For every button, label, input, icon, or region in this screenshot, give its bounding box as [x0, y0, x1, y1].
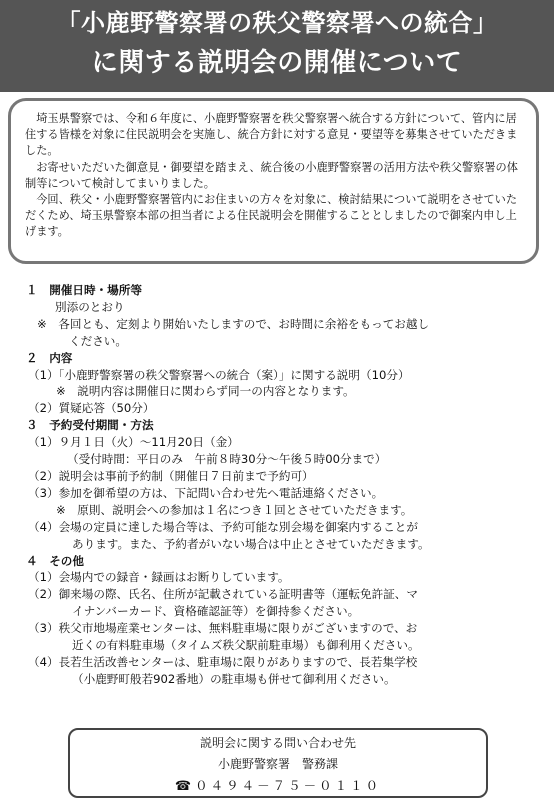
section-1-heading: １ 開催日時・場所等 [26, 283, 142, 297]
section-3-item-1: （1）９月１日（火）～11月20日（金） [28, 435, 239, 450]
title-line-1: 「小鹿野警察署の秩父警察署への統合」 [56, 9, 498, 37]
title-band [0, 0, 554, 92]
contact-department: 小鹿野警察署 警務課 [217, 757, 338, 771]
section-3-item-1-sub: （受付時間：平日のみ 午前８時30分～午後５時00分まで） [67, 452, 387, 467]
contact-phone-row [70, 775, 486, 797]
section-3-item-3: （3）参加を御希望の方は、下記問い合わせ先へ電話連絡ください。 [28, 485, 384, 500]
intro-paragraph-1: 埼玉県警察では、令和６年度に、小鹿野警察署を秩父警察署へ統合する方針について、管内に居住する皆様を対象に住民説明会を実施し、統合方針に対する意見・要望等を募集させていただきました。 [25, 112, 518, 158]
contact-label: 説明会に関する問い合わせ先 [199, 736, 356, 750]
intro-paragraph-2: お寄せいただいた御意見・御要望を踏まえ、統合後の小鹿野警察署の活用方法や秩父警察署の体制等について検討してまいりました。 [25, 160, 518, 190]
section-4-item-2-line-2: イナンバーカード、資格確認証等）を御持参ください。 [72, 604, 360, 619]
intro-box [8, 98, 539, 264]
section-4-item-2-line-1: （2）御来場の際、氏名、住所が記載されている証明書等（運転免許証、マ [28, 587, 418, 602]
title-line-2: に関する説明会の開催について [91, 48, 463, 78]
section-1-body: 別添のとおり [55, 299, 125, 314]
section-4-item-3-line-2: 近くの有料駐車場（タイムズ秩父駅前駐車場）も御利用ください。 [72, 638, 420, 653]
section-2-heading: ２ 内容 [26, 350, 73, 365]
content-sections [0, 282, 554, 688]
contact-phone-number[interactable]: ０４９４－７５－０１１０ [195, 778, 382, 793]
section-2-item-1: （1）「小鹿野警察署の秩父警察署への統合（案）」に関する説明（10分） [28, 367, 410, 382]
section-4-heading: ４ その他 [26, 553, 84, 568]
section-4-item-3-line-1: （3）秩父市地場産業センターは、無料駐車場に限りがございますので、お [28, 621, 418, 636]
section-3-item-4-line-1: （4）会場の定員に達した場合等は、予約可能な別会場を御案内することが [28, 519, 418, 534]
section-2-item-2: （2）質疑応答（50分） [28, 401, 155, 416]
section-4-item-4-line-2: （小鹿野町般若902番地）の駐車場も併せて御利用ください。 [72, 671, 396, 686]
intro-paragraph-3: 今回、秩父・小鹿野警察署管内にお住まいの方々を対象に、検討結果について説明をさせていただくため、埼玉県警察本部の担当者による住民説明会を開催することとしましたので御案内申し上げます。 [25, 193, 518, 239]
section-3-heading: ３ 予約受付期間・方法 [26, 418, 154, 433]
section-4-item-4-line-1: （4）長若生活改善センターは、駐車場に限りがありますので、長若集学校 [28, 654, 418, 669]
section-3-item-3-note: ※ 原則、説明会への参加は１名につき１回とさせていただきます。 [56, 502, 413, 517]
phone-icon: ☎ [174, 779, 192, 794]
section-2-item-1-note: ※ 説明内容は開催日に関わらず同一の内容となります。 [56, 384, 355, 399]
section-4-item-1: （1）会場内での録音・録画はお断りしています。 [28, 570, 290, 585]
contact-box [68, 728, 488, 798]
section-3-item-2: （2）説明会は事前予約制（開催日７日前まで予約可） [28, 468, 314, 483]
section-3-item-4-line-2: あります。また、予約者がいない場合は中止とさせていただきます。 [72, 536, 430, 551]
section-1-note-line-1: ※ 各回とも、定刻より開始いたしますので、お時間に余裕をもってお越し [37, 316, 430, 331]
section-1-note-line-2: ください。 [69, 333, 127, 348]
